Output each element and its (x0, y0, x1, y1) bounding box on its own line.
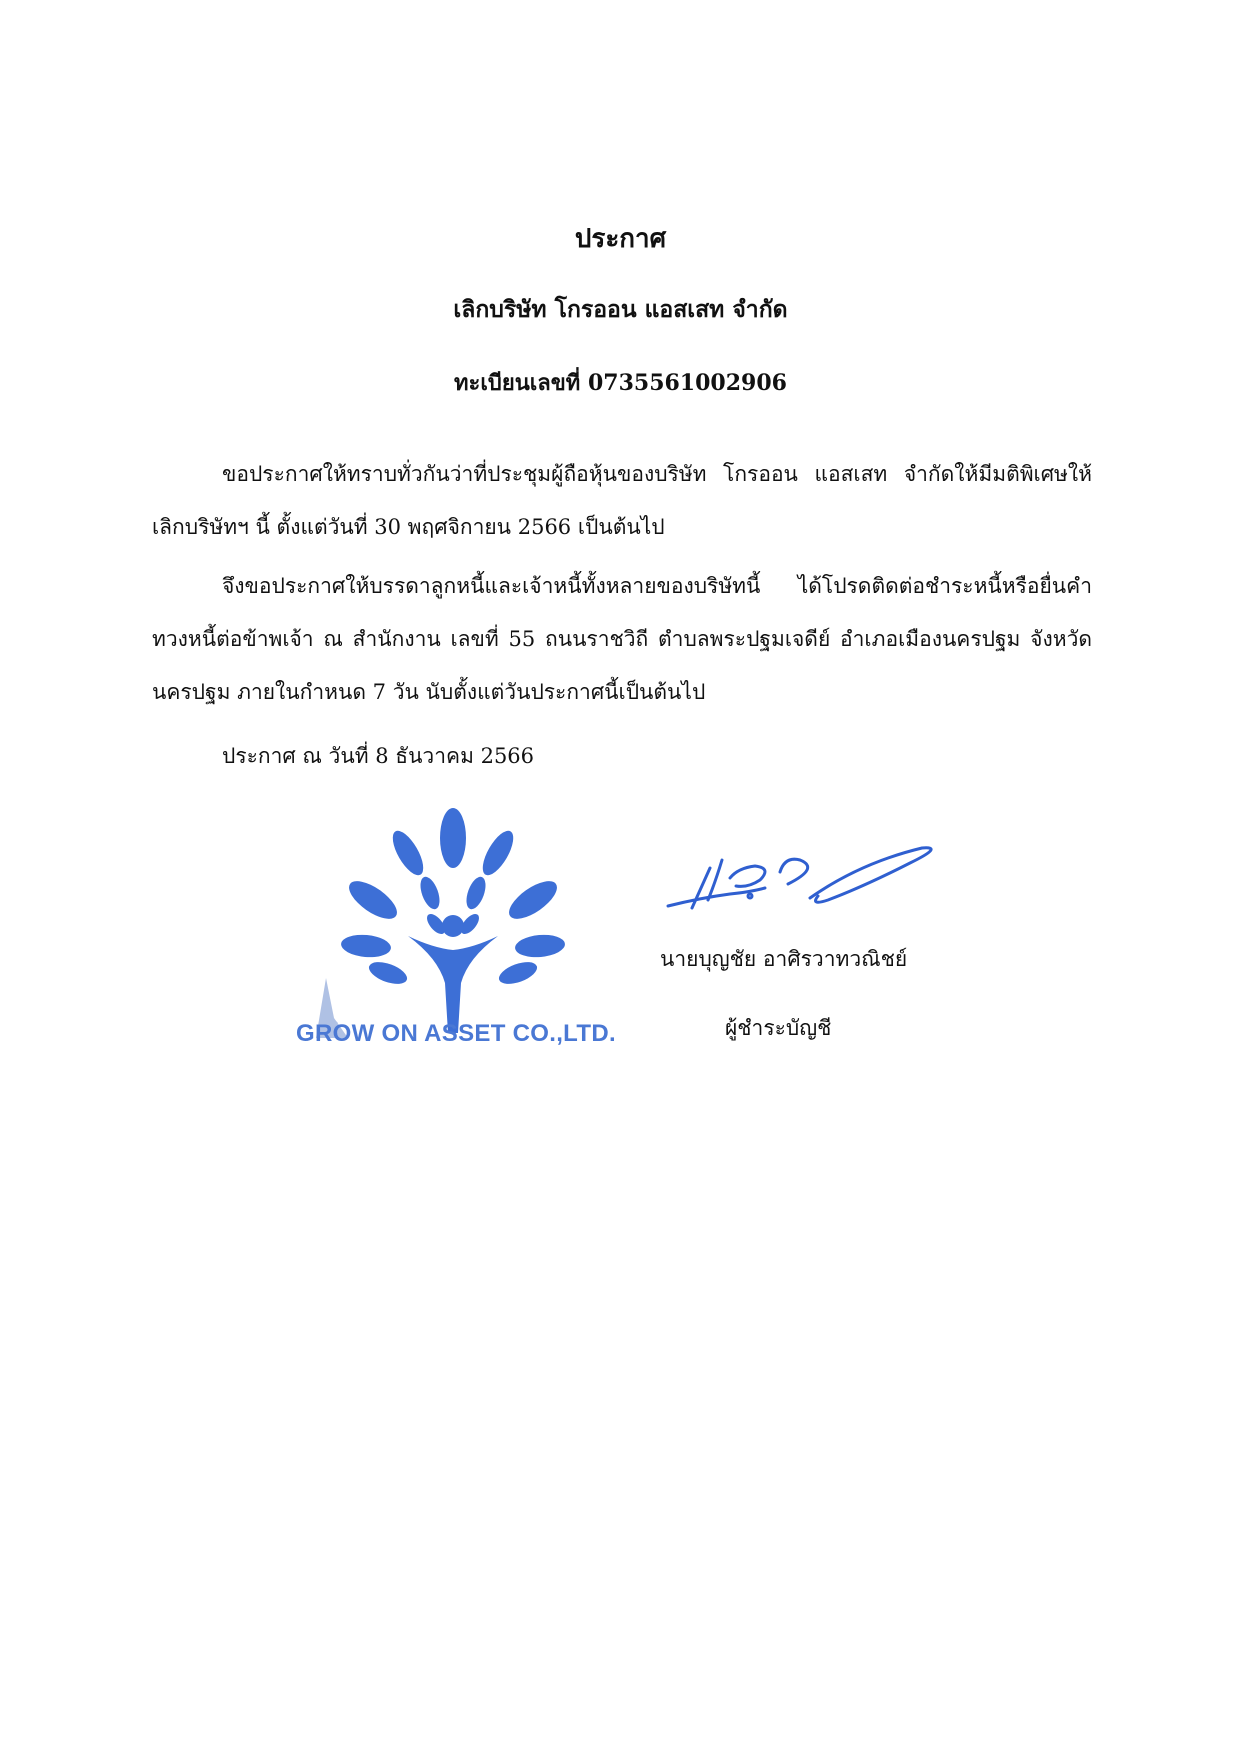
signatory-name: นายบุญชัย อาศิรวาทวณิชย์ (660, 947, 908, 971)
document-title: ประกาศ (574, 224, 667, 254)
handwritten-signature (660, 838, 940, 918)
company-logo-text: GROW ON ASSET CO.,LTD. (296, 1020, 616, 1047)
announcement-date: ประกาศ ณ วันที่ 8 ธันวาคม 2566 (222, 744, 535, 768)
paragraph-creditors-notice: จึงขอประกาศให้บรรดาลูกหนี้และเจ้าหนี้ทั้งหลายของบริษัทนี้ ได้โปรดติดต่อชำระหนี้หรือยื่นคำทวงหนี้ต่อข้าพเจ้า ณ สำนักงาน เลขที่ 55 ถนนราชวิถี ตำบลพระปฐมเจดีย์ อำเภอเมืองนครปฐม จังหวัดนครปฐม ภายในกำหนด 7 วัน นับตั้งแต่วันประกาศนี้เป็นต้นไป (152, 574, 1092, 704)
registration-number: ทะเบียนเลขที่ 0735561002906 (454, 370, 787, 396)
signatory-role: ผู้ชำระบัญชี (725, 1016, 832, 1040)
document-subtitle: เลิกบริษัท โกรออน แอสเสท จำกัด (453, 296, 788, 323)
paragraph-resolution: ขอประกาศให้ทราบทั่วกันว่าที่ประชุมผู้ถือหุ้นของบริษัท โกรออน แอสเสท จำกัดให้มีมติพิเศษให้เลิกบริษัทฯ นี้ ตั้งแต่วันที่ 30 พฤศจิกายน 2566 เป็นต้นไป (152, 462, 1092, 539)
